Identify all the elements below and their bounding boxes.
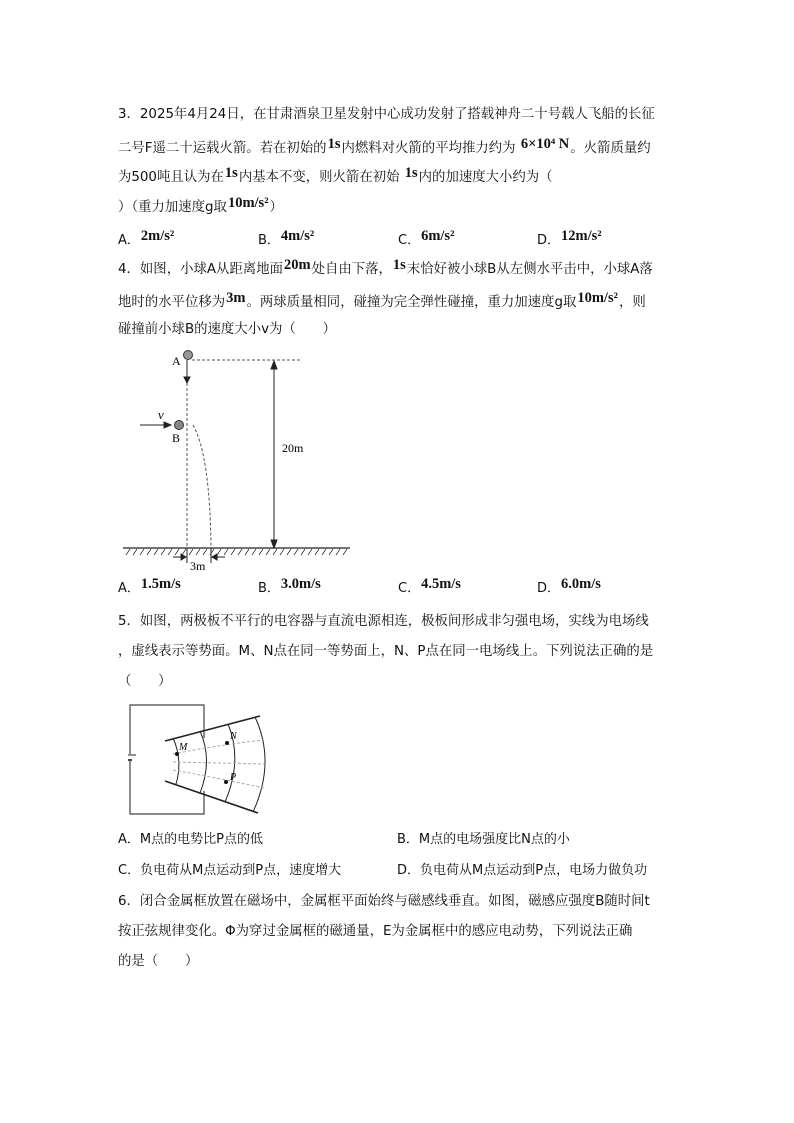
option-value: 2m/s² [140, 228, 175, 244]
text-segment: 。两球质量相同，碰撞为完全弹性碰撞，重力加速度g取 [246, 295, 577, 310]
option-label: C． [398, 581, 421, 596]
text-segment: 二号F遥二十运载火箭。若在初始的 [118, 141, 327, 156]
point-n [225, 741, 229, 745]
math-expression: 1s [404, 165, 418, 181]
free-fall-collision-figure [118, 345, 358, 575]
option-value: 1.5m/s [140, 576, 181, 592]
option-label: A． [118, 233, 140, 248]
option-b[interactable] [258, 578, 322, 598]
option-label: D． [397, 863, 421, 878]
text-segment: ，虚线表示等势面。M、N点在同一等势面上，N、P点在同一电场线上。下列说法正确的是 [118, 644, 654, 659]
option-b[interactable] [397, 830, 570, 850]
text-segment: 5．如图，两极板不平行的电容器与直流电源相连，极板间形成非匀强电场，实线为电场线 [118, 614, 649, 629]
option-value: 4.5m/s [421, 576, 461, 592]
question-3-text-line [118, 167, 553, 187]
label-a: A [172, 354, 181, 368]
battery-icon [128, 755, 138, 760]
math-expression: 3m [226, 290, 246, 306]
option-c[interactable] [398, 230, 455, 250]
math-expression: 10m/s² [577, 290, 618, 306]
option-value: 6m/s² [421, 228, 455, 244]
text-segment: 地时的水平位移为 [118, 295, 226, 310]
option-label: C． [398, 233, 421, 248]
text-segment: ，则 [618, 295, 646, 310]
question-3-text-line [118, 197, 283, 217]
option-label: B． [258, 581, 280, 596]
math-expression: 1s [327, 136, 341, 152]
capacitor-field-figure [128, 700, 273, 820]
text-segment: 为500吨且认为在 [118, 170, 224, 185]
ground-hatching [126, 549, 347, 555]
option-label: A． [118, 832, 140, 847]
trajectory-curve [193, 425, 211, 548]
text-segment: 3．2025年4月24日，在甘肃酒泉卫星发射中心成功发射了搭载神舟二十号载人飞船的长征 [118, 107, 655, 122]
option-value: 12m/s² [561, 228, 602, 244]
text-segment: 6．闭合金属框放置在磁场中，金属框平面始终与磁感线垂直。如图，磁感应强度B随时间t [118, 894, 650, 909]
option-a[interactable] [118, 578, 182, 598]
text-segment: 4．如图，小球A从距离地面 [118, 262, 283, 277]
option-c[interactable] [118, 861, 341, 881]
question-4-text-line [118, 320, 336, 340]
option-b[interactable] [258, 230, 315, 250]
label-n: N [230, 731, 237, 742]
ball-a-icon [184, 351, 193, 360]
option-c[interactable] [398, 578, 462, 598]
text-segment: 处自由下落， [311, 262, 392, 277]
question-4-text-line [118, 292, 646, 312]
option-d[interactable] [397, 861, 647, 881]
question-6-text-line [118, 922, 632, 942]
option-label: B． [258, 233, 280, 248]
option-a[interactable] [118, 230, 175, 250]
upper-plate [165, 716, 260, 741]
field-line [173, 738, 179, 784]
option-label: B． [397, 832, 419, 847]
lower-plate [165, 781, 258, 813]
question-3-text-line [118, 105, 655, 125]
text-segment: 内的加速度大小约为（ [418, 170, 553, 185]
text-segment: 内燃料对火箭的平均推力约为 [341, 141, 520, 156]
label-m: M [179, 742, 188, 753]
question-5-text-line [118, 672, 172, 692]
option-label: D． [537, 233, 561, 248]
text-segment: 碰撞前小球B的速度大小v为（ ） [118, 322, 336, 337]
circuit-wire [130, 705, 204, 814]
option-value: 6.0m/s [561, 576, 601, 592]
field-line [253, 717, 265, 812]
option-label: A． [118, 581, 140, 596]
ball-b-icon [175, 421, 184, 430]
option-value: M点的电场强度比N点的小 [418, 832, 570, 847]
text-segment: （ ） [118, 674, 172, 689]
math-expression: 10m/s² [227, 195, 269, 211]
distance-label: 3m [190, 559, 206, 573]
height-label: 20m [282, 441, 304, 455]
label-p: P [230, 772, 237, 783]
math-expression: 1s [392, 257, 406, 273]
point-p [224, 780, 228, 784]
option-a[interactable] [118, 830, 263, 850]
question-3-text-line [118, 138, 651, 158]
field-line [200, 731, 207, 793]
text-segment: ）（重力加速度g取 [118, 200, 227, 215]
text-segment: 末恰好被小球B从左侧水平击中，小球A落 [406, 262, 653, 277]
option-label: C． [118, 863, 141, 878]
question-6-text-line [118, 892, 650, 912]
option-value: 3.0m/s [280, 576, 321, 592]
text-segment: 内基本不变，则火箭在初始 [238, 170, 404, 185]
question-5-text-line [118, 612, 649, 632]
option-d[interactable] [537, 230, 603, 250]
option-label: D． [537, 581, 561, 596]
math-expression: 1s [224, 165, 238, 181]
option-d[interactable] [537, 578, 602, 598]
question-4-text-line [118, 259, 653, 279]
option-value: 负电荷从M点运动到P点，电场力做负功 [420, 863, 648, 878]
label-v: v [158, 407, 164, 422]
option-value: 负电荷从M点运动到P点，速度增大 [140, 863, 342, 878]
text-segment: 的是（ ） [118, 954, 199, 969]
option-value: 4m/s² [280, 228, 315, 244]
text-segment: 。火箭质量约 [570, 141, 651, 156]
label-b: B [172, 431, 181, 445]
option-value: M点的电势比P点的低 [139, 832, 263, 847]
question-5-text-line [118, 642, 653, 662]
text-segment: ） [269, 200, 283, 215]
text-segment: 按正弦规律变化。Φ为穿过金属框的磁通量，E为金属框中的感应电动势，下列说法正确 [118, 924, 633, 939]
math-expression: 20m [283, 257, 311, 273]
question-6-text-line [118, 952, 198, 972]
math-expression: 6×10⁴ N [520, 136, 570, 152]
